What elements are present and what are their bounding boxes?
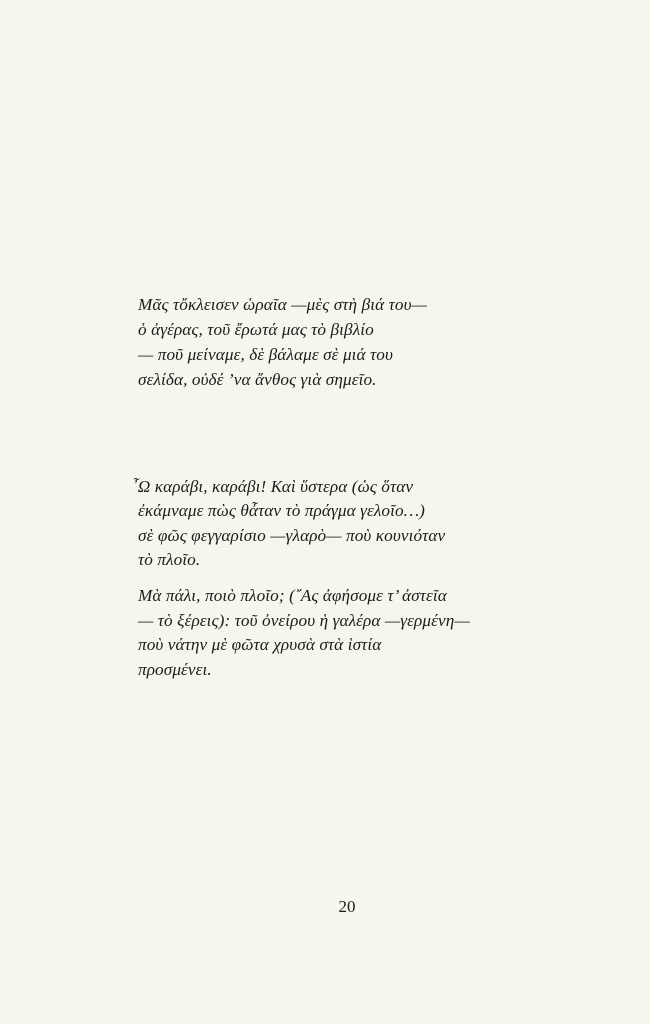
page-number: 20	[338, 897, 356, 916]
poem-line: σελίδα, οὐδέ ’να ἄνθος γιὰ σημεῖο.	[138, 370, 377, 389]
poem-line: ἐκάμναμε πὼς θἆταν τὸ πράγμα γελοῖο…)	[138, 501, 425, 520]
poem-line: τὸ πλοῖο.	[138, 550, 201, 569]
poem-line: σὲ φῶς φεγγαρίσιο —γλαρὸ— ποὺ κουνιόταν	[138, 526, 446, 545]
poem-line: Μὰ πάλι, ποιὸ πλοῖο; (῎Ας ἀφήσομε τ’ ἀστεῖα	[138, 586, 447, 605]
poem-line: προσμένει.	[138, 660, 212, 679]
poem-line: Μᾶς τὄκλεισεν ὡραῖα —μὲς στὴ βιά του—	[138, 295, 427, 314]
poem-line: — τὸ ξέρεις): τοῦ ὀνείρου ἡ γαλέρα —γερμένη—	[138, 611, 470, 630]
poem-line: — ποῦ μείναμε, δὲ βάλαμε σὲ μιά του	[138, 345, 393, 364]
poem-line: ῏Ω καράβι, καράβι! Καὶ ὕστερα (ὡς ὅταν	[132, 477, 414, 496]
poem-line: ποὺ νάτην μὲ φῶτα χρυσὰ στὰ ἱστία	[138, 635, 382, 654]
poem-line: ὁ ἀγέρας, τοῦ ἔρωτά μας τὸ βιβλίο	[138, 320, 374, 339]
